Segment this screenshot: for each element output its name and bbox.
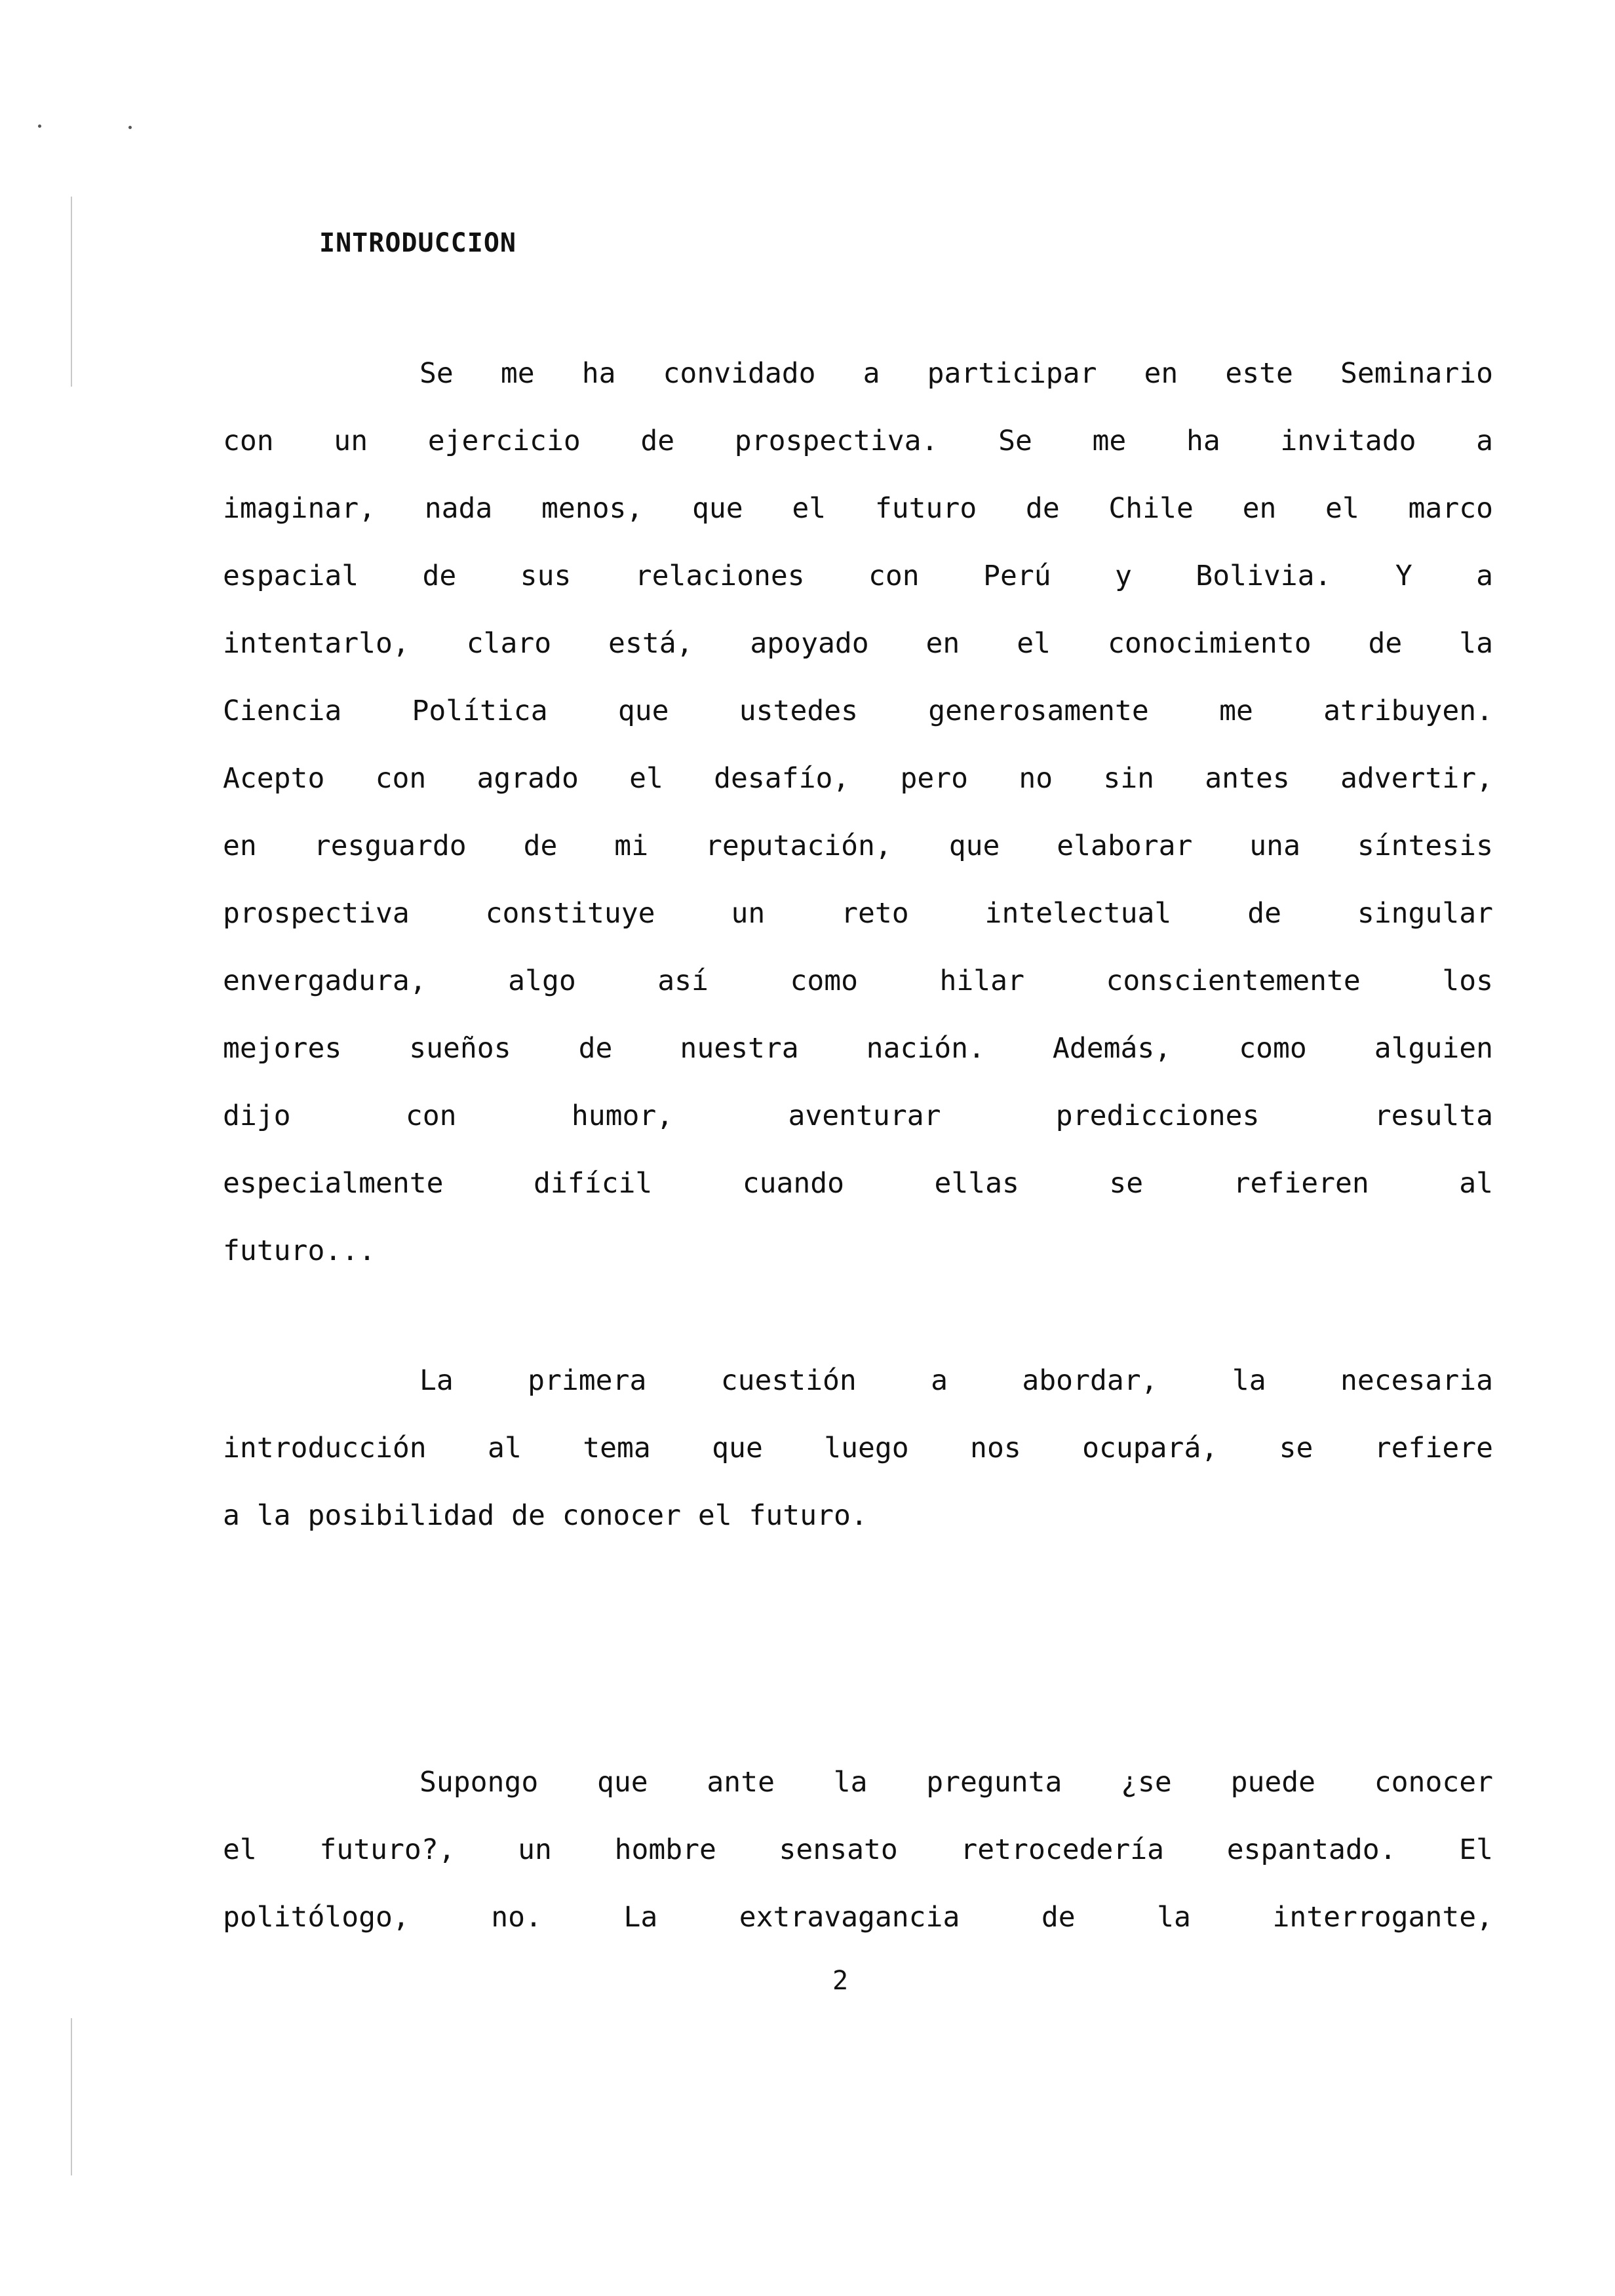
section-heading: INTRODUCCION: [319, 228, 516, 258]
paragraph-1-line-9: prospectiva constituye un reto intelectual de singular: [223, 897, 1493, 930]
paragraph-1-line-12: dijo con humor, aventurar predicciones resulta: [223, 1100, 1493, 1132]
paragraph-1-line-2: con un ejercicio de prospectiva. Se me ha invitado a: [223, 425, 1493, 457]
paragraph-1-line-7: Acepto con agrado el desafío, pero no sin antes advertir,: [223, 762, 1493, 795]
paragraph-1-line-8: en resguardo de mi reputación, que elaborar una síntesis: [223, 830, 1493, 862]
paragraph-1-line-5: intentarlo, claro está, apoyado en el conocimiento de la: [223, 627, 1493, 660]
paragraph-2-line-1: La primera cuestión a abordar, la necesaria: [419, 1364, 1493, 1397]
paragraph-2-line-3: a la posibilidad de conocer el futuro.: [223, 1499, 868, 1532]
paragraph-1-line-10: envergadura, algo así como hilar conscientemente los: [223, 965, 1493, 997]
paragraph-1-line-6: Ciencia Política que ustedes generosamente me atribuyen.: [223, 695, 1493, 727]
paragraph-3-line-2: el futuro?, un hombre sensato retrocedería espantado. El: [223, 1833, 1493, 1866]
page-number: 2: [832, 1966, 849, 1996]
scan-artifact-line: [71, 197, 72, 387]
paragraph-1-line-4: espacial de sus relaciones con Perú y Bolivia. Y a: [223, 560, 1493, 592]
paragraph-1-line-3: imaginar, nada menos, que el futuro de Chile en el marco: [223, 492, 1493, 525]
paragraph-3-line-3: politólogo, no. La extravagancia de la interrogante,: [223, 1901, 1493, 1934]
paragraph-3-line-1: Supongo que ante la pregunta ¿se puede conocer: [419, 1766, 1493, 1799]
scan-artifact-dot: [38, 124, 41, 128]
paragraph-2-line-2: introducción al tema que luego nos ocupará, se refiere: [223, 1432, 1493, 1464]
scan-artifact-dot: [128, 126, 132, 129]
paragraph-1-line-1: Se me ha convidado a participar en este Seminario: [419, 357, 1493, 390]
scan-artifact-line: [71, 2018, 72, 2175]
paragraph-1-line-11: mejores sueños de nuestra nación. Además, como alguien: [223, 1032, 1493, 1065]
paragraph-1-line-14: futuro...: [223, 1234, 376, 1267]
paragraph-1-line-13: especialmente difícil cuando ellas se refieren al: [223, 1167, 1493, 1200]
